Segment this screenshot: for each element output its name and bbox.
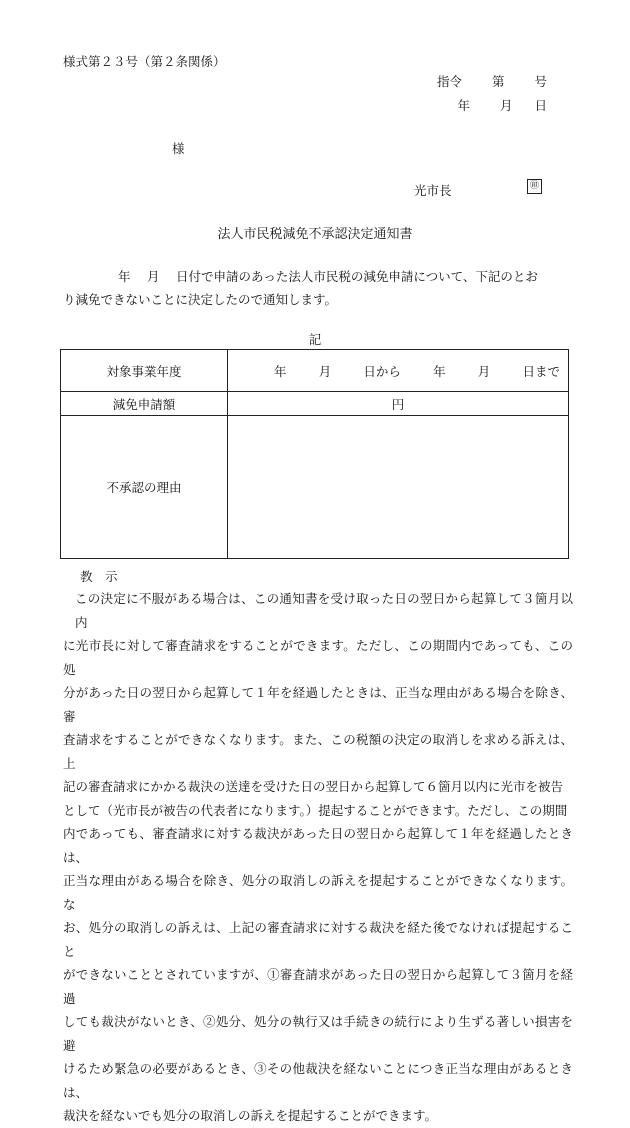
period-from-month: 月	[318, 363, 332, 379]
period-from-day: 日から	[363, 363, 401, 379]
notice-line: に光市長に対して審査請求をすることができます。ただし、この期間内であっても、この処	[63, 638, 573, 677]
seal-mark	[527, 179, 542, 194]
period-from-year: 年	[274, 363, 287, 379]
date-day-label: 日	[534, 98, 547, 113]
notice-line: しても裁決がないとき、②処分、処分の執行又は手続きの続行により生ずる著しい損害を避	[63, 1014, 573, 1053]
rejection-reason-value	[228, 416, 569, 559]
table-row	[61, 392, 569, 416]
notice-body	[63, 587, 573, 1128]
fiscal-year-period	[228, 350, 569, 392]
notice-line: けるため緊急の必要があるとき、③その他裁決を経ないことにつき正当な理由があるときは、	[63, 1061, 573, 1100]
date-month-label: 月	[499, 98, 513, 113]
document-title: 法人市民税減免不承認決定通知書	[217, 227, 413, 242]
date-year-label: 年	[457, 98, 470, 113]
notice-line: として（光市長が被告の代表者になります。）提起することができます。ただし、この期間	[63, 802, 568, 818]
notice-line: 査請求をすることができなくなります。また、この税額の決定の取消しを求める訴えは、上	[63, 732, 573, 771]
period-to-month: 月	[477, 363, 491, 379]
period-to-year: 年	[433, 363, 446, 379]
reduction-amount-value: 円	[228, 392, 569, 416]
document-body	[63, 265, 568, 311]
notice-line: 内であっても、審査請求に対する裁決があった日の翌日から起算して１年を経過したときは、	[63, 826, 573, 865]
body-line-2: り減免できないことに決定したので通知します。	[63, 292, 338, 307]
notice-line: この決定に不服がある場合は、この通知書を受け取った日の翌日から起算して３箇月以内	[75, 591, 573, 630]
notice-line: 分があった日の翌日から起算して１年を経過したときは、正当な理由がある場合を除き、審	[63, 685, 573, 724]
seal-glyph: ㊞	[529, 181, 539, 191]
rejection-reason-label: 不承認の理由	[61, 416, 228, 559]
ref-label-dai: 第	[491, 74, 505, 89]
notice-line: 記の審査請求にかかる裁決の送達を受けた日の翌日から起算して６箇月以内に光市を被告	[63, 779, 564, 794]
issuer-name: 光市長	[414, 183, 452, 198]
notice-heading: 教 示	[80, 569, 118, 584]
table-row	[61, 350, 569, 392]
ref-label-shirei: 指令	[436, 74, 462, 89]
reference-number-line	[437, 72, 547, 90]
form-number: 様式第２３号（第２条関係）	[63, 54, 226, 69]
ki-marker: 記	[308, 332, 322, 347]
notice-line: ができないこととされていますが、①審査請求があった日の翌日から起算して３箇月を経過	[63, 967, 573, 1006]
table-row	[61, 416, 569, 559]
addressee-suffix: 様	[172, 141, 185, 156]
notice-line: 裁決を経ないでも処分の取消しの訴えを提起することができます。	[63, 1108, 438, 1123]
issue-date-line	[457, 96, 547, 114]
fiscal-year-label: 対象事業年度	[61, 350, 228, 392]
body-line-1: 年 月 日付で申請のあった法人市民税の減免申請について、下記のとお	[118, 269, 538, 284]
reduction-amount-label: 減免申請額	[61, 392, 228, 416]
notice-line: お、処分の取消しの訴えは、上記の審査請求に対する裁決を経た後でなければ提起すること	[63, 920, 573, 959]
period-to-day: 日まで	[522, 363, 560, 379]
ref-label-go: 号	[534, 74, 547, 89]
details-table	[60, 349, 569, 559]
notice-line: 正当な理由がある場合を除き、処分の取消しの訴えを提起することができなくなります。な	[63, 873, 573, 912]
